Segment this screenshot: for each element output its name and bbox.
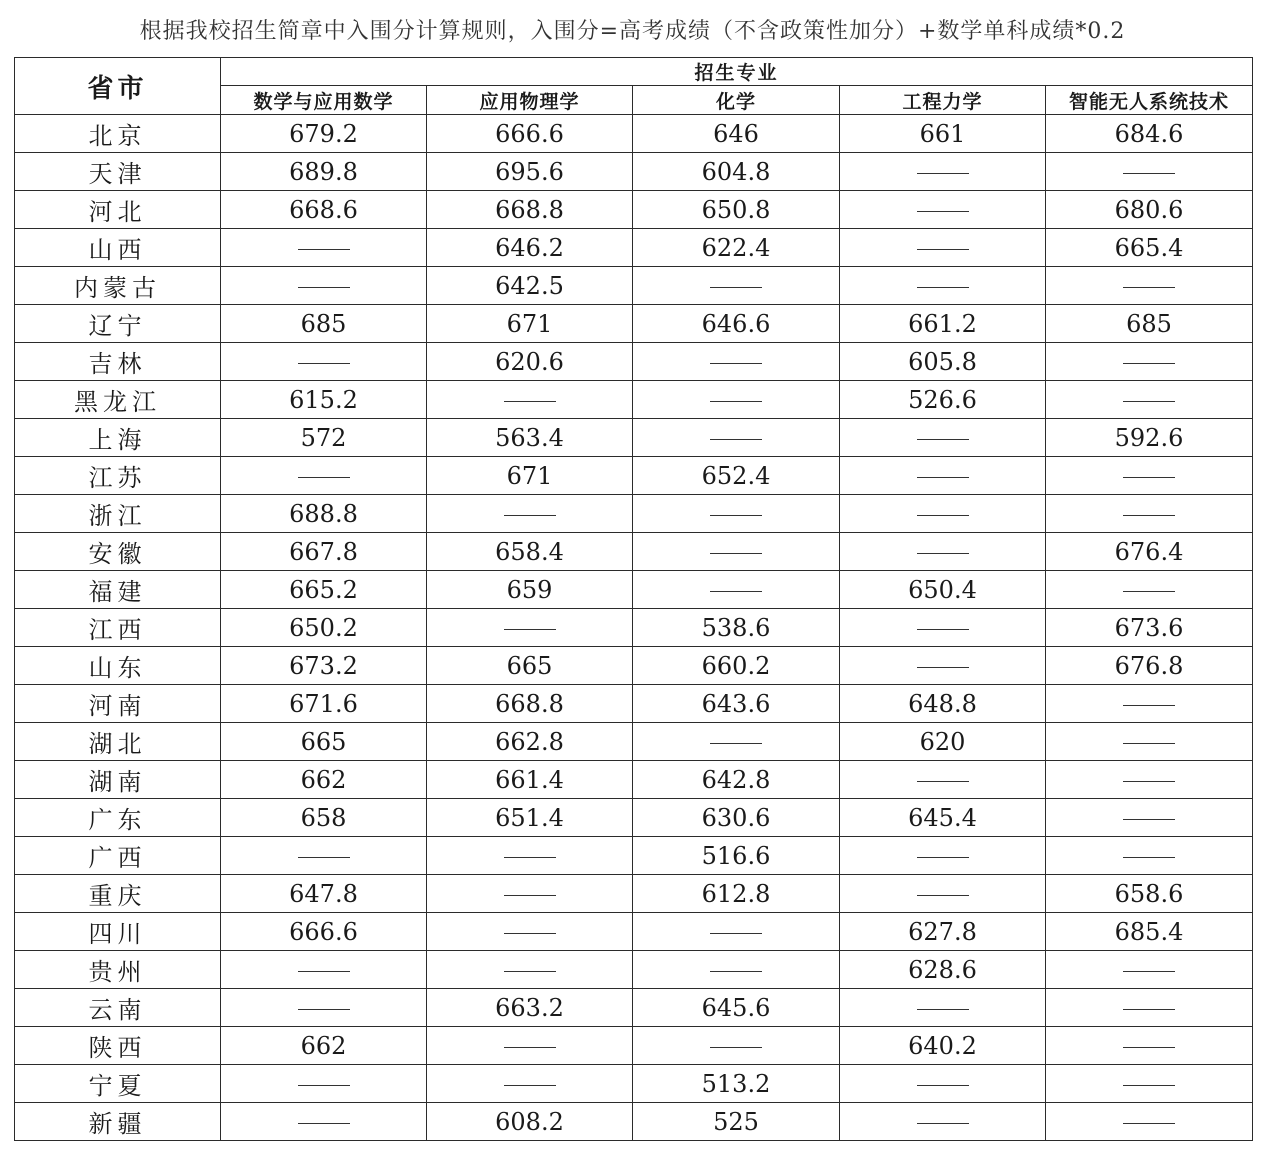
no-score-dash: [917, 249, 969, 250]
score-cell: [427, 495, 633, 533]
province-column-header: 省市: [15, 58, 221, 115]
no-score-dash: [917, 173, 969, 174]
table-row: [15, 723, 1253, 761]
province-cell: 浙江: [15, 495, 221, 533]
score-cell: 671: [427, 457, 633, 495]
score-cell: 658: [221, 799, 427, 837]
no-score-dash: [504, 515, 556, 516]
table-row: [15, 229, 1253, 267]
table-row: [15, 609, 1253, 647]
table-row: [15, 1027, 1253, 1065]
no-score-dash: [298, 249, 350, 250]
no-score-dash: [917, 287, 969, 288]
table-row: [15, 343, 1253, 381]
score-cell: [633, 533, 840, 571]
table-row: [15, 571, 1253, 609]
province-cell: 内蒙古: [15, 267, 221, 305]
score-cell: [840, 229, 1046, 267]
no-score-dash: [504, 1047, 556, 1048]
no-score-dash: [298, 971, 350, 972]
no-score-dash: [1123, 477, 1175, 478]
score-cell: 668.8: [427, 191, 633, 229]
no-score-dash: [710, 363, 762, 364]
no-score-dash: [710, 933, 762, 934]
no-score-dash: [298, 287, 350, 288]
admission-score-table: [14, 57, 1253, 1141]
table-row: [15, 875, 1253, 913]
score-cell: 627.8: [840, 913, 1046, 951]
score-cell: [1046, 571, 1253, 609]
score-cell: 622.4: [633, 229, 840, 267]
no-score-dash: [1123, 401, 1175, 402]
province-cell: 吉林: [15, 343, 221, 381]
no-score-dash: [298, 363, 350, 364]
score-cell: [840, 267, 1046, 305]
score-cell: 645.4: [840, 799, 1046, 837]
major-header-unmanned-systems: 智能无人系统技术: [1046, 86, 1253, 115]
score-cell: 662: [221, 761, 427, 799]
score-cell: [221, 343, 427, 381]
table-row: [15, 153, 1253, 191]
no-score-dash: [298, 1009, 350, 1010]
province-cell: 广西: [15, 837, 221, 875]
score-cell: [1046, 1065, 1253, 1103]
score-cell: 642.8: [633, 761, 840, 799]
score-cell: [427, 951, 633, 989]
table-row: [15, 381, 1253, 419]
score-cell: 526.6: [840, 381, 1046, 419]
score-cell: [221, 989, 427, 1027]
score-cell: [633, 723, 840, 761]
score-cell: 665: [221, 723, 427, 761]
score-cell: 661.2: [840, 305, 1046, 343]
score-cell: 680.6: [1046, 191, 1253, 229]
score-cell: 604.8: [633, 153, 840, 191]
no-score-dash: [504, 629, 556, 630]
score-cell: 667.8: [221, 533, 427, 571]
province-cell: 湖南: [15, 761, 221, 799]
score-cell: [840, 495, 1046, 533]
score-cell: 662.8: [427, 723, 633, 761]
score-cell: [840, 647, 1046, 685]
no-score-dash: [917, 211, 969, 212]
score-cell: [1046, 723, 1253, 761]
score-cell: 628.6: [840, 951, 1046, 989]
major-header-chemistry: 化学: [633, 86, 840, 115]
no-score-dash: [710, 287, 762, 288]
score-cell: [633, 495, 840, 533]
score-cell: [427, 1027, 633, 1065]
score-cell: [1046, 153, 1253, 191]
score-cell: [633, 381, 840, 419]
score-cell: 658.4: [427, 533, 633, 571]
table-row: [15, 951, 1253, 989]
major-header-applied-physics: 应用物理学: [427, 86, 633, 115]
score-cell: [427, 913, 633, 951]
score-cell: [840, 457, 1046, 495]
score-cell: [1046, 457, 1253, 495]
score-cell: [427, 1065, 633, 1103]
score-cell: 620: [840, 723, 1046, 761]
score-cell: [221, 457, 427, 495]
no-score-dash: [1123, 287, 1175, 288]
score-cell: 643.6: [633, 685, 840, 723]
score-cell: 648.8: [840, 685, 1046, 723]
score-cell: 650.2: [221, 609, 427, 647]
province-cell: 四川: [15, 913, 221, 951]
table-row: [15, 989, 1253, 1027]
no-score-dash: [1123, 173, 1175, 174]
score-cell: [633, 913, 840, 951]
no-score-dash: [1123, 1085, 1175, 1086]
score-cell: 650.8: [633, 191, 840, 229]
score-cell: 620.6: [427, 343, 633, 381]
score-cell: 605.8: [840, 343, 1046, 381]
score-cell: 685.4: [1046, 913, 1253, 951]
no-score-dash: [504, 1085, 556, 1086]
score-cell: [1046, 1027, 1253, 1065]
score-cell: [221, 1065, 427, 1103]
no-score-dash: [298, 477, 350, 478]
score-cell: [633, 343, 840, 381]
score-cell: 513.2: [633, 1065, 840, 1103]
no-score-dash: [1123, 971, 1175, 972]
score-cell: 685: [1046, 305, 1253, 343]
table-row: [15, 533, 1253, 571]
no-score-dash: [1123, 363, 1175, 364]
province-cell: 上海: [15, 419, 221, 457]
score-cell: 665.4: [1046, 229, 1253, 267]
score-cell: 685: [221, 305, 427, 343]
score-cell: 516.6: [633, 837, 840, 875]
score-cell: [1046, 267, 1253, 305]
score-cell: [840, 761, 1046, 799]
score-cell: 630.6: [633, 799, 840, 837]
score-cell: 661.4: [427, 761, 633, 799]
score-cell: 612.8: [633, 875, 840, 913]
no-score-dash: [504, 933, 556, 934]
no-score-dash: [917, 667, 969, 668]
score-cell: 689.8: [221, 153, 427, 191]
table-row: [15, 419, 1253, 457]
score-cell: 671: [427, 305, 633, 343]
score-cell: 662: [221, 1027, 427, 1065]
score-cell: 525: [633, 1103, 840, 1141]
table-row: [15, 913, 1253, 951]
score-cell: 673.2: [221, 647, 427, 685]
no-score-dash: [917, 781, 969, 782]
province-cell: 北京: [15, 115, 221, 153]
score-cell: 572: [221, 419, 427, 457]
no-score-dash: [504, 401, 556, 402]
table-row: [15, 495, 1253, 533]
score-cell: 563.4: [427, 419, 633, 457]
no-score-dash: [1123, 1123, 1175, 1124]
score-cell: [1046, 837, 1253, 875]
score-cell: 650.4: [840, 571, 1046, 609]
score-cell: [427, 875, 633, 913]
score-cell: 666.6: [427, 115, 633, 153]
major-header-math: 数学与应用数学: [221, 86, 427, 115]
score-cell: [221, 267, 427, 305]
province-cell: 云南: [15, 989, 221, 1027]
no-score-dash: [917, 629, 969, 630]
province-cell: 湖北: [15, 723, 221, 761]
no-score-dash: [710, 743, 762, 744]
score-cell: 695.6: [427, 153, 633, 191]
no-score-dash: [504, 895, 556, 896]
no-score-dash: [504, 857, 556, 858]
score-cell: [633, 419, 840, 457]
score-cell: 661: [840, 115, 1046, 153]
score-cell: 592.6: [1046, 419, 1253, 457]
header-row-group: [15, 58, 1253, 86]
province-cell: 辽宁: [15, 305, 221, 343]
province-cell: 福建: [15, 571, 221, 609]
score-cell: [840, 1065, 1046, 1103]
province-cell: 安徽: [15, 533, 221, 571]
province-cell: 广东: [15, 799, 221, 837]
no-score-dash: [917, 515, 969, 516]
table-row: [15, 115, 1253, 153]
province-cell: 河南: [15, 685, 221, 723]
score-cell: [1046, 799, 1253, 837]
province-cell: 江苏: [15, 457, 221, 495]
no-score-dash: [917, 439, 969, 440]
score-cell: 668.8: [427, 685, 633, 723]
table-row: [15, 267, 1253, 305]
no-score-dash: [504, 971, 556, 972]
score-cell: [427, 381, 633, 419]
score-cell: 652.4: [633, 457, 840, 495]
major-header-engineering-mechanics: 工程力学: [840, 86, 1046, 115]
score-cell: [840, 989, 1046, 1027]
score-cell: 640.2: [840, 1027, 1046, 1065]
score-cell: 615.2: [221, 381, 427, 419]
no-score-dash: [710, 591, 762, 592]
table-row: [15, 685, 1253, 723]
table-body: [15, 115, 1253, 1141]
no-score-dash: [1123, 743, 1175, 744]
score-cell: [221, 837, 427, 875]
province-cell: 江西: [15, 609, 221, 647]
table-row: [15, 1103, 1253, 1141]
score-cell: 659: [427, 571, 633, 609]
table-row: [15, 761, 1253, 799]
score-cell: 538.6: [633, 609, 840, 647]
table-row: [15, 1065, 1253, 1103]
score-cell: [1046, 1103, 1253, 1141]
no-score-dash: [917, 1085, 969, 1086]
province-cell: 山东: [15, 647, 221, 685]
score-cell: 642.5: [427, 267, 633, 305]
province-cell: 黑龙江: [15, 381, 221, 419]
score-cell: 684.6: [1046, 115, 1253, 153]
score-cell: 665.2: [221, 571, 427, 609]
province-cell: 宁夏: [15, 1065, 221, 1103]
score-cell: [221, 229, 427, 267]
score-cell: [427, 609, 633, 647]
score-cell: [427, 837, 633, 875]
score-cell: [1046, 343, 1253, 381]
no-score-dash: [917, 1009, 969, 1010]
no-score-dash: [1123, 1047, 1175, 1048]
score-cell: 676.8: [1046, 647, 1253, 685]
score-cell: [1046, 381, 1253, 419]
province-cell: 贵州: [15, 951, 221, 989]
score-cell: 645.6: [633, 989, 840, 1027]
score-cell: 651.4: [427, 799, 633, 837]
score-cell: [633, 267, 840, 305]
no-score-dash: [1123, 819, 1175, 820]
score-cell: 658.6: [1046, 875, 1253, 913]
table-row: [15, 799, 1253, 837]
table-row: [15, 191, 1253, 229]
no-score-dash: [710, 1047, 762, 1048]
score-cell: 666.6: [221, 913, 427, 951]
score-cell: 671.6: [221, 685, 427, 723]
no-score-dash: [710, 401, 762, 402]
no-score-dash: [710, 439, 762, 440]
score-cell: 665: [427, 647, 633, 685]
score-cell: [1046, 989, 1253, 1027]
score-cell: [840, 533, 1046, 571]
score-cell: [221, 1103, 427, 1141]
no-score-dash: [298, 857, 350, 858]
score-cell: 673.6: [1046, 609, 1253, 647]
score-cell: 608.2: [427, 1103, 633, 1141]
no-score-dash: [1123, 781, 1175, 782]
province-cell: 陕西: [15, 1027, 221, 1065]
score-cell: [1046, 951, 1253, 989]
no-score-dash: [710, 971, 762, 972]
table-row: [15, 837, 1253, 875]
province-cell: 山西: [15, 229, 221, 267]
score-cell: [633, 951, 840, 989]
score-cell: 688.8: [221, 495, 427, 533]
no-score-dash: [710, 553, 762, 554]
score-cell: [840, 419, 1046, 457]
score-cell: [840, 153, 1046, 191]
score-cell: 676.4: [1046, 533, 1253, 571]
score-cell: 668.6: [221, 191, 427, 229]
no-score-dash: [710, 515, 762, 516]
no-score-dash: [917, 895, 969, 896]
score-cell: 660.2: [633, 647, 840, 685]
province-cell: 新疆: [15, 1103, 221, 1141]
no-score-dash: [917, 553, 969, 554]
score-cell: [840, 837, 1046, 875]
score-cell: 646: [633, 115, 840, 153]
no-score-dash: [1123, 1009, 1175, 1010]
province-cell: 天津: [15, 153, 221, 191]
score-cell: [1046, 685, 1253, 723]
majors-group-header: 招生专业: [221, 58, 1253, 86]
no-score-dash: [917, 477, 969, 478]
score-cell: [840, 609, 1046, 647]
score-cell: 647.8: [221, 875, 427, 913]
no-score-dash: [917, 857, 969, 858]
score-cell: [840, 191, 1046, 229]
no-score-dash: [298, 1123, 350, 1124]
score-cell: [221, 951, 427, 989]
score-cell: [633, 571, 840, 609]
no-score-dash: [917, 1123, 969, 1124]
no-score-dash: [1123, 515, 1175, 516]
score-cell: [1046, 761, 1253, 799]
province-cell: 重庆: [15, 875, 221, 913]
no-score-dash: [1123, 857, 1175, 858]
no-score-dash: [1123, 591, 1175, 592]
no-score-dash: [298, 1085, 350, 1086]
score-cell: 663.2: [427, 989, 633, 1027]
score-cell: 646.6: [633, 305, 840, 343]
score-cell: [1046, 495, 1253, 533]
table-row: [15, 647, 1253, 685]
no-score-dash: [1123, 705, 1175, 706]
table-row: [15, 305, 1253, 343]
province-cell: 河北: [15, 191, 221, 229]
score-cell: [840, 875, 1046, 913]
score-cell: [840, 1103, 1046, 1141]
score-cell: 679.2: [221, 115, 427, 153]
score-cell: 646.2: [427, 229, 633, 267]
table-row: [15, 457, 1253, 495]
score-cell: [633, 1027, 840, 1065]
table-caption: 根据我校招生简章中入围分计算规则，入围分=高考成绩（不含政策性加分）+数学单科成绩*0.2: [139, 19, 1126, 44]
